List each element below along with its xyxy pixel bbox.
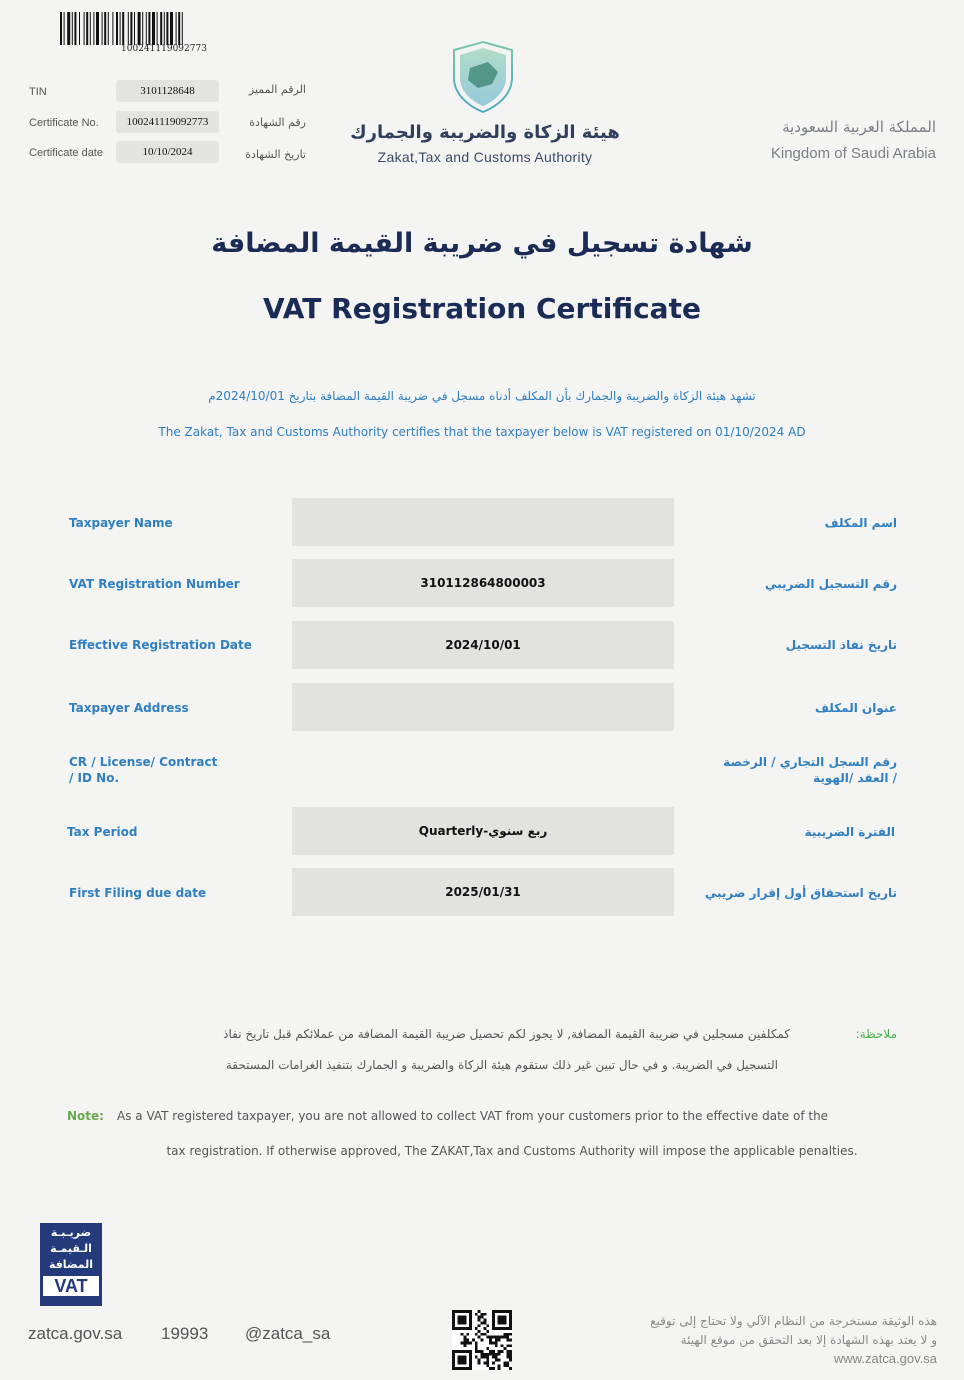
cr-license-label-ar-line2: / العقد /الهوية [813, 771, 897, 785]
note-en-line2: tax registration. If otherwise approved, The ZAKAT,Tax and Customs Authority will impose the applicable penalties. [166, 1144, 858, 1158]
cr-license-label-ar [660, 754, 897, 786]
authority-name-ar: هيئة الزكاة والضريبة والجمارك [350, 122, 620, 143]
note-label-en: Note: [67, 1109, 104, 1123]
tin-label-en: TIN [29, 86, 47, 98]
certify-statement-en: The Zakat, Tax and Customs Authority certifies that the taxpayer below is VAT registered on 01/10/2024 AD [158, 425, 806, 439]
first-filing-value: 2025/01/31 [292, 868, 674, 916]
taxpayer-address-label-ar: عنوان المكلف [815, 701, 897, 715]
qr-code-icon [452, 1310, 512, 1370]
vat-number-value: 310112864800003 [292, 559, 674, 607]
kingdom-name-en: Kingdom of Saudi Arabia [770, 145, 936, 162]
vat-badge-logo [40, 1223, 102, 1306]
certificate-title-en: VAT Registration Certificate [263, 292, 701, 325]
cr-license-label-ar-line1: رقم السجل التجاري / الرخصة [723, 755, 897, 769]
barcode-image [60, 12, 268, 45]
vat-number-label-ar: رقم التسجيل الضريبي [765, 577, 897, 591]
note-ar-line2: التسجيل في الضريبة. و في حال تبين غير ذلك ستقوم هيئة الزكاة والضريبة و الجمارك بتنفيذ الغرامات المستحقة [225, 1058, 778, 1072]
certificate-no-label-en: Certificate No. [29, 117, 99, 129]
certificate-date-label-en: Certificate date [29, 147, 103, 159]
kingdom-name-ar: المملكة العربية السعودية [782, 118, 936, 136]
vat-badge-ar-line1: ضريـبـة [50, 1226, 92, 1239]
effective-date-label-en: Effective Registration Date [69, 638, 252, 652]
footer-website[interactable]: zatca.gov.sa [28, 1324, 123, 1343]
effective-date-value: 2024/10/01 [292, 621, 674, 669]
certificate-date-label-ar: تاريخ الشهادة [245, 148, 306, 161]
footer-phone: 19993 [161, 1324, 209, 1343]
footer-url[interactable]: www.zatca.gov.sa [833, 1351, 937, 1366]
zatca-logo-icon [448, 38, 518, 114]
note-ar-line1: كمكلفين مسجلين في ضريبة القيمة المضافة, لا يجوز لكم تحصيل ضريبة القيمة المضافة من عملائكم قبل تاريخ نفاذ [223, 1027, 790, 1041]
taxpayer-name-label-ar: اسم المكلف [824, 516, 897, 530]
tax-period-value: Quarterly-ربع سنوي [292, 807, 674, 855]
taxpayer-name-label-en: Taxpayer Name [69, 516, 173, 530]
vat-badge-ar-line3: المضافة [48, 1258, 94, 1271]
cr-license-label-en-line2: / ID No. [69, 771, 120, 785]
footer-disclaimer-ar-line1: هذه الوثيقة مستخرجة من النظام الآلي ولا تحتاج إلى توقيع [650, 1314, 937, 1328]
barcode-number: 100241119092773 [121, 44, 207, 54]
cr-license-label-en [69, 754, 217, 786]
taxpayer-address-value [292, 683, 674, 731]
tin-value: 3101128648 [116, 80, 219, 102]
certificate-date-value: 10/10/2024 [116, 141, 219, 163]
footer-disclaimer-ar-line2: و لا يعتد بهذه الشهادة إلا بعد التحقق من موقع الهيئة [680, 1333, 937, 1347]
first-filing-label-en: First Filing due date [69, 886, 207, 900]
vat-badge-text: VAT [43, 1276, 99, 1296]
tax-period-label-en: Tax Period [67, 825, 138, 839]
authority-name-en: Zakat,Tax and Customs Authority [377, 149, 593, 165]
certify-statement-ar: تشهد هيئة الزكاة والضريبة والجمارك بأن المكلف أدناه مسجل في ضريبة القيمة المضافة بتاريخ 2024/10/01م [208, 389, 756, 403]
footer-handle[interactable]: @zatca_sa [245, 1324, 331, 1343]
taxpayer-name-value [292, 498, 674, 546]
vat-badge-ar-line2: الـقيمـة [50, 1242, 92, 1255]
cr-license-label-en-line1: CR / License/ Contract [69, 755, 218, 769]
certificate-no-value: 100241119092773 [116, 111, 219, 133]
tin-label-ar: الرقم المميز [248, 83, 306, 96]
first-filing-label-ar: تاريخ استحقاق أول إقرار ضريبي [704, 886, 897, 900]
note-label-ar: ملاحظة: [855, 1027, 897, 1041]
taxpayer-address-label-en: Taxpayer Address [69, 701, 189, 715]
effective-date-label-ar: تاريخ نفاذ التسجيل [785, 638, 897, 652]
certificate-title-ar: شهادة تسجيل في ضريبة القيمة المضافة [211, 228, 753, 259]
certificate-no-label-ar: رقم الشهادة [249, 116, 306, 129]
vat-number-label-en: VAT Registration Number [69, 577, 240, 591]
note-en-line1: As a VAT registered taxpayer, you are not allowed to collect VAT from your customers prior to the effective date of the [117, 1109, 829, 1123]
tax-period-label-ar: الفترة الضريبية [804, 825, 895, 839]
